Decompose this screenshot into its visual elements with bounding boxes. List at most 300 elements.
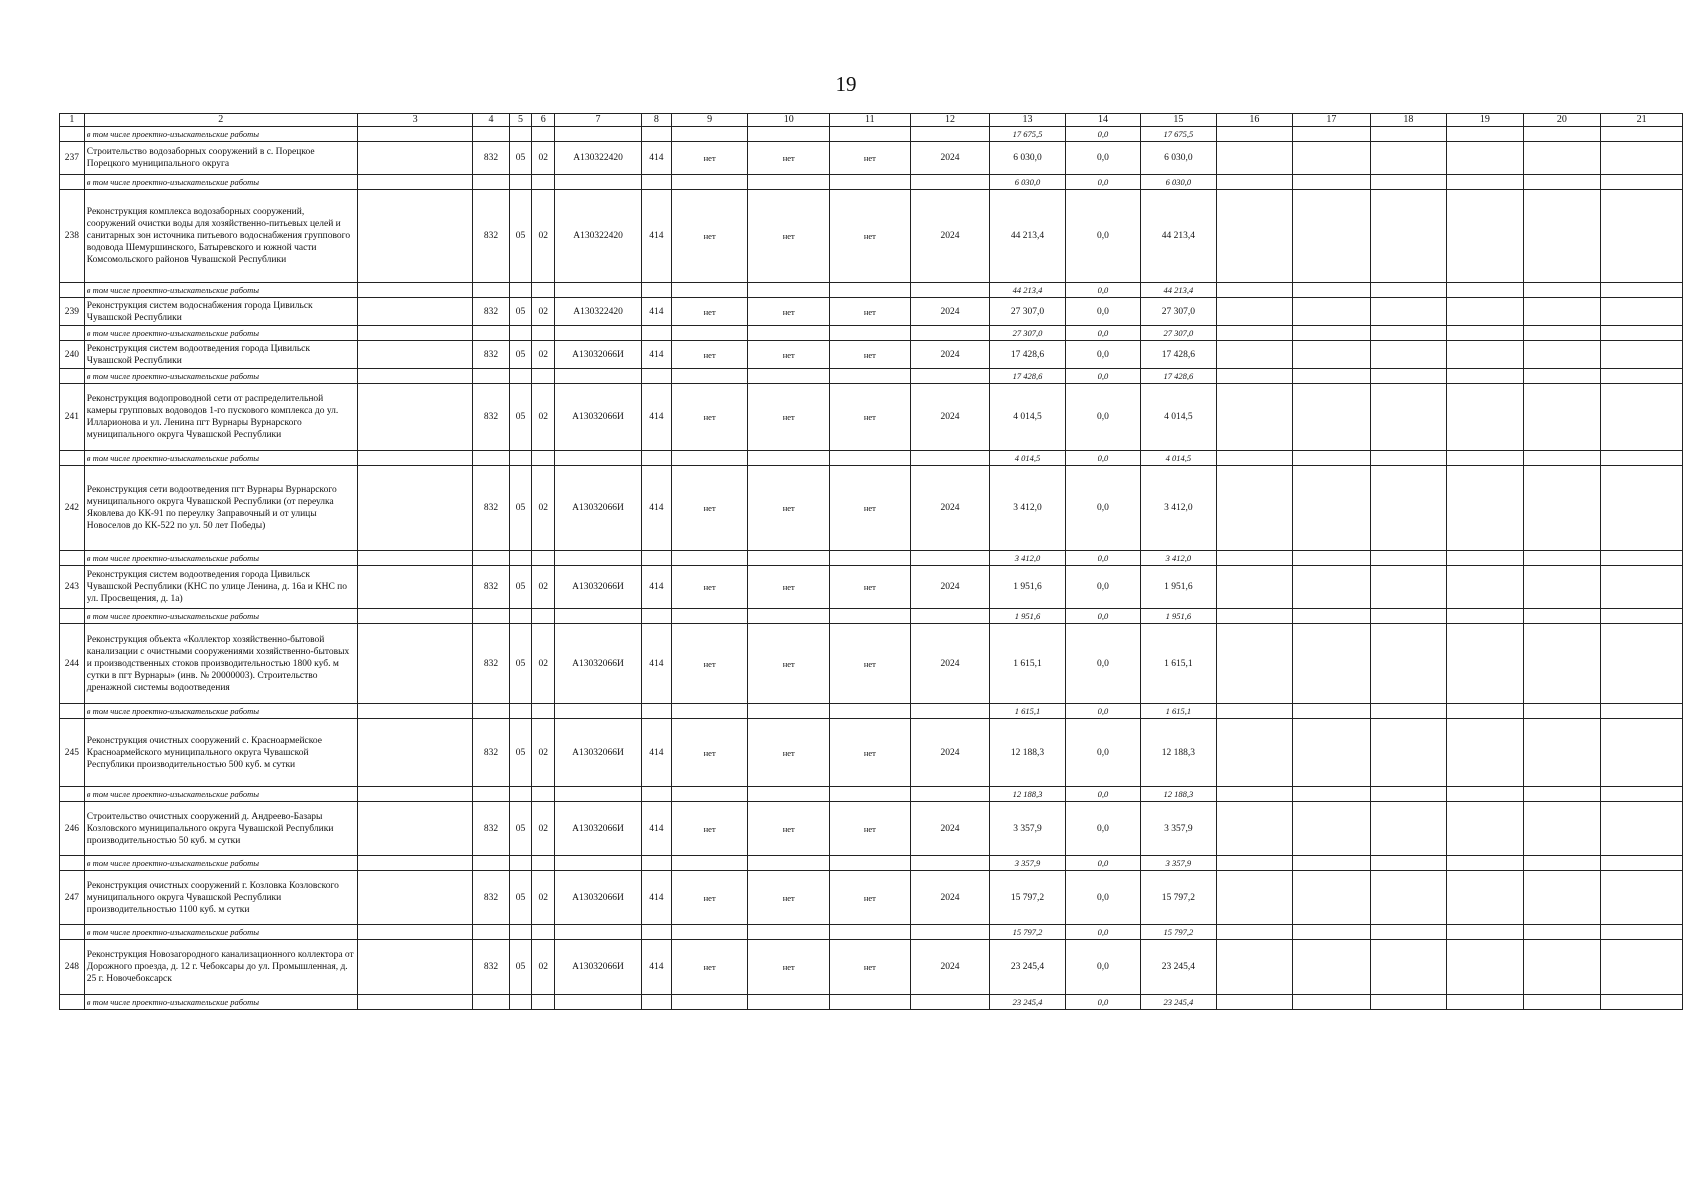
col11-cell: нет	[830, 566, 911, 609]
table-row	[60, 190, 1683, 283]
row-number: 242	[60, 466, 85, 551]
object-name: Строительство водозаборных сооружений в с. Порецкое Порецкого муниципального округа	[84, 142, 357, 175]
col3-cell	[357, 624, 473, 704]
col18-cell	[1370, 298, 1446, 326]
header-cell: 16	[1216, 114, 1292, 127]
col13-cell: 3 412,0	[990, 466, 1065, 551]
col19-cell	[1447, 566, 1523, 609]
col4-cell: 832	[473, 566, 509, 609]
subrow-label: в том числе проектно-изыскательские работы	[84, 283, 357, 298]
col6-cell: 02	[532, 802, 555, 856]
col20-cell	[1523, 940, 1601, 995]
row-number: 239	[60, 298, 85, 326]
subrow-col13: 1 951,6	[990, 609, 1065, 624]
col13-cell: 1 615,1	[990, 624, 1065, 704]
col10-cell: нет	[748, 719, 830, 787]
col20-cell	[1523, 719, 1601, 787]
subrow-col13: 1 615,1	[990, 704, 1065, 719]
col7-cell: А130322420	[555, 142, 642, 175]
subrow-label: в том числе проектно-изыскательские работы	[84, 369, 357, 384]
subrow-label: в том числе проектно-изыскательские работы	[84, 127, 357, 142]
col19-cell	[1447, 142, 1523, 175]
header-cell: 8	[641, 114, 671, 127]
row-number: 238	[60, 190, 85, 283]
subrow-label: в том числе проектно-изыскательские работы	[84, 175, 357, 190]
col20-cell	[1523, 466, 1601, 551]
page-number: 19	[835, 72, 857, 96]
row-number: 237	[60, 142, 85, 175]
col17-cell	[1293, 466, 1371, 551]
object-name: Реконструкция Новозагородного канализационного коллектора от Дорожного проезда, д. 12 г. Чебоксары до ул. Промышленная, д. 25 г. Новочебоксарск	[84, 940, 357, 995]
col6-cell: 02	[532, 384, 555, 451]
col14-cell: 0,0	[1065, 190, 1140, 283]
object-name: Строительство очистных сооружений д. Андреево-Базары Козловского муниципального округа Чувашской Республики производительностью 50 куб. м сутки	[84, 802, 357, 856]
col5-cell: 05	[509, 298, 532, 326]
col15-cell: 1 615,1	[1141, 624, 1216, 704]
col12-cell: 2024	[910, 341, 990, 369]
col14-cell: 0,0	[1065, 341, 1140, 369]
col8-cell: 414	[641, 341, 671, 369]
col5-cell: 05	[509, 624, 532, 704]
col3-cell	[357, 384, 473, 451]
col5-cell: 05	[509, 190, 532, 283]
col12-cell: 2024	[910, 624, 990, 704]
subrow-col14: 0,0	[1065, 551, 1140, 566]
col6-cell: 02	[532, 871, 555, 925]
col11-cell: нет	[830, 190, 911, 283]
header-cell: 1	[60, 114, 85, 127]
col21-cell	[1601, 466, 1683, 551]
col13-cell: 15 797,2	[990, 871, 1065, 925]
col19-cell	[1447, 190, 1523, 283]
col21-cell	[1601, 142, 1683, 175]
col6-cell: 02	[532, 466, 555, 551]
subrow-col14: 0,0	[1065, 856, 1140, 871]
col3-cell	[357, 871, 473, 925]
investment-table	[59, 113, 1683, 1010]
subrow-col14: 0,0	[1065, 369, 1140, 384]
subrow-col14: 0,0	[1065, 283, 1140, 298]
col16-cell	[1216, 719, 1292, 787]
header-cell: 18	[1370, 114, 1446, 127]
table-row	[60, 341, 1683, 369]
col14-cell: 0,0	[1065, 719, 1140, 787]
object-name: Реконструкция объекта «Коллектор хозяйственно-бытовой канализации с очистными сооружениями хозяйственно-бытовых и производственных стоков производительностью 1800 куб. м сутки в пгт Вурнары» (инв. № 20000003). Строительство дренажной системы водоотведения	[84, 624, 357, 704]
subrow-label: в том числе проектно-изыскательские работы	[84, 551, 357, 566]
col18-cell	[1370, 871, 1446, 925]
subrow-design-works	[60, 995, 1683, 1010]
col18-cell	[1370, 190, 1446, 283]
col7-cell: А130322420	[555, 298, 642, 326]
subrow-col14: 0,0	[1065, 175, 1140, 190]
col14-cell: 0,0	[1065, 566, 1140, 609]
row-number: 243	[60, 566, 85, 609]
col6-cell: 02	[532, 190, 555, 283]
col14-cell: 0,0	[1065, 384, 1140, 451]
col18-cell	[1370, 719, 1446, 787]
col16-cell	[1216, 190, 1292, 283]
col9-cell: нет	[671, 719, 747, 787]
object-name: Реконструкция систем водоотведения города Цивильск Чувашской Республики	[84, 341, 357, 369]
subrow-col15: 3 357,9	[1141, 856, 1216, 871]
header-cell: 20	[1523, 114, 1601, 127]
subrow-label: в том числе проектно-изыскательские работы	[84, 925, 357, 940]
header-cell: 3	[357, 114, 473, 127]
subrow-col13: 3 357,9	[990, 856, 1065, 871]
row-number: 248	[60, 940, 85, 995]
col20-cell	[1523, 802, 1601, 856]
col12-cell: 2024	[910, 298, 990, 326]
subrow-design-works	[60, 704, 1683, 719]
subrow-col14: 0,0	[1065, 787, 1140, 802]
col11-cell: нет	[830, 719, 911, 787]
col19-cell	[1447, 341, 1523, 369]
col5-cell: 05	[509, 940, 532, 995]
col17-cell	[1293, 190, 1371, 283]
col11-cell: нет	[830, 624, 911, 704]
col6-cell: 02	[532, 142, 555, 175]
subrow-col13: 3 412,0	[990, 551, 1065, 566]
col13-cell: 4 014,5	[990, 384, 1065, 451]
subrow-col13: 15 797,2	[990, 925, 1065, 940]
col7-cell: А13032066И	[555, 871, 642, 925]
col15-cell: 17 428,6	[1141, 341, 1216, 369]
col6-cell: 02	[532, 624, 555, 704]
subrow-col13: 44 213,4	[990, 283, 1065, 298]
col9-cell: нет	[671, 871, 747, 925]
col17-cell	[1293, 142, 1371, 175]
col17-cell	[1293, 384, 1371, 451]
col19-cell	[1447, 384, 1523, 451]
col11-cell: нет	[830, 298, 911, 326]
col16-cell	[1216, 940, 1292, 995]
subrow-col15: 44 213,4	[1141, 283, 1216, 298]
col10-cell: нет	[748, 384, 830, 451]
col15-cell: 4 014,5	[1141, 384, 1216, 451]
header-cell: 12	[910, 114, 990, 127]
col10-cell: нет	[748, 298, 830, 326]
col13-cell: 1 951,6	[990, 566, 1065, 609]
table-row	[60, 384, 1683, 451]
row-number: 246	[60, 802, 85, 856]
col11-cell: нет	[830, 466, 911, 551]
col11-cell: нет	[830, 940, 911, 995]
col16-cell	[1216, 384, 1292, 451]
col19-cell	[1447, 466, 1523, 551]
col15-cell: 27 307,0	[1141, 298, 1216, 326]
subrow-col13: 12 188,3	[990, 787, 1065, 802]
subrow-col15: 17 675,5	[1141, 127, 1216, 142]
header-cell: 21	[1601, 114, 1683, 127]
col8-cell: 414	[641, 719, 671, 787]
col21-cell	[1601, 624, 1683, 704]
table-row	[60, 566, 1683, 609]
col4-cell: 832	[473, 719, 509, 787]
subrow-design-works	[60, 283, 1683, 298]
col21-cell	[1601, 802, 1683, 856]
col4-cell: 832	[473, 624, 509, 704]
col21-cell	[1601, 190, 1683, 283]
col4-cell: 832	[473, 298, 509, 326]
object-name: Реконструкция водопроводной сети от распределительной камеры групповых водоводов 1-го пускового комплекса до ул. Илларионова и ул. Ленина пгт Вурнары Вурнарского муниципального округа Чувашской Республики	[84, 384, 357, 451]
col20-cell	[1523, 871, 1601, 925]
col3-cell	[357, 940, 473, 995]
col13-cell: 17 428,6	[990, 341, 1065, 369]
col21-cell	[1601, 566, 1683, 609]
col9-cell: нет	[671, 298, 747, 326]
object-name: Реконструкция комплекса водозаборных сооружений, сооружений очистки воды для хозяйственно-питьевых целей и санитарных зон источника питьевого водоснабжения группового водовода Шемуршинского, Батыревского и южной части Комсомольского районов Чувашской Республики	[84, 190, 357, 283]
col18-cell	[1370, 142, 1446, 175]
col5-cell: 05	[509, 142, 532, 175]
col6-cell: 02	[532, 298, 555, 326]
col8-cell: 414	[641, 940, 671, 995]
col3-cell	[357, 190, 473, 283]
col16-cell	[1216, 802, 1292, 856]
col10-cell: нет	[748, 466, 830, 551]
col17-cell	[1293, 341, 1371, 369]
row-number: 245	[60, 719, 85, 787]
subrow-col15: 1 951,6	[1141, 609, 1216, 624]
table-row	[60, 466, 1683, 551]
col7-cell: А13032066И	[555, 466, 642, 551]
subrow-label: в том числе проектно-изыскательские работы	[84, 787, 357, 802]
col5-cell: 05	[509, 341, 532, 369]
col9-cell: нет	[671, 142, 747, 175]
col4-cell: 832	[473, 802, 509, 856]
subrow-design-works	[60, 175, 1683, 190]
col16-cell	[1216, 566, 1292, 609]
col9-cell: нет	[671, 566, 747, 609]
col15-cell: 1 951,6	[1141, 566, 1216, 609]
col15-cell: 23 245,4	[1141, 940, 1216, 995]
col8-cell: 414	[641, 566, 671, 609]
col3-cell	[357, 802, 473, 856]
header-cell: 2	[84, 114, 357, 127]
subrow-col13: 27 307,0	[990, 326, 1065, 341]
subrow-col15: 3 412,0	[1141, 551, 1216, 566]
col8-cell: 414	[641, 190, 671, 283]
col17-cell	[1293, 719, 1371, 787]
col5-cell: 05	[509, 871, 532, 925]
subrow-col15: 23 245,4	[1141, 995, 1216, 1010]
subrow-col15: 4 014,5	[1141, 451, 1216, 466]
col12-cell: 2024	[910, 384, 990, 451]
table-row	[60, 142, 1683, 175]
table-row	[60, 940, 1683, 995]
col18-cell	[1370, 384, 1446, 451]
col13-cell: 12 188,3	[990, 719, 1065, 787]
col21-cell	[1601, 341, 1683, 369]
subrow-design-works	[60, 326, 1683, 341]
col17-cell	[1293, 940, 1371, 995]
col17-cell	[1293, 871, 1371, 925]
col4-cell: 832	[473, 190, 509, 283]
header-cell: 17	[1293, 114, 1371, 127]
col21-cell	[1601, 384, 1683, 451]
col3-cell	[357, 298, 473, 326]
table-row	[60, 298, 1683, 326]
col12-cell: 2024	[910, 466, 990, 551]
subrow-col14: 0,0	[1065, 326, 1140, 341]
subrow-design-works	[60, 856, 1683, 871]
col9-cell: нет	[671, 940, 747, 995]
col3-cell	[357, 142, 473, 175]
col4-cell: 832	[473, 940, 509, 995]
header-cell: 15	[1141, 114, 1216, 127]
col12-cell: 2024	[910, 142, 990, 175]
col13-cell: 23 245,4	[990, 940, 1065, 995]
col9-cell: нет	[671, 190, 747, 283]
col10-cell: нет	[748, 871, 830, 925]
col20-cell	[1523, 384, 1601, 451]
col12-cell: 2024	[910, 719, 990, 787]
header-row	[60, 114, 1683, 127]
col9-cell: нет	[671, 466, 747, 551]
col12-cell: 2024	[910, 190, 990, 283]
col14-cell: 0,0	[1065, 466, 1140, 551]
subrow-label: в том числе проектно-изыскательские работы	[84, 704, 357, 719]
row-number: 241	[60, 384, 85, 451]
col13-cell: 27 307,0	[990, 298, 1065, 326]
subrow-design-works	[60, 925, 1683, 940]
col13-cell: 44 213,4	[990, 190, 1065, 283]
col21-cell	[1601, 298, 1683, 326]
subrow-design-works	[60, 609, 1683, 624]
col16-cell	[1216, 341, 1292, 369]
header-cell: 5	[509, 114, 532, 127]
col8-cell: 414	[641, 298, 671, 326]
col16-cell	[1216, 142, 1292, 175]
col19-cell	[1447, 719, 1523, 787]
col7-cell: А13032066И	[555, 802, 642, 856]
col4-cell: 832	[473, 871, 509, 925]
col9-cell: нет	[671, 341, 747, 369]
col8-cell: 414	[641, 871, 671, 925]
subrow-label: в том числе проектно-изыскательские работы	[84, 995, 357, 1010]
col4-cell: 832	[473, 341, 509, 369]
col3-cell	[357, 466, 473, 551]
col16-cell	[1216, 298, 1292, 326]
col10-cell: нет	[748, 341, 830, 369]
col20-cell	[1523, 624, 1601, 704]
subrow-col13: 6 030,0	[990, 175, 1065, 190]
col7-cell: А13032066И	[555, 566, 642, 609]
col7-cell: А13032066И	[555, 624, 642, 704]
col5-cell: 05	[509, 719, 532, 787]
col14-cell: 0,0	[1065, 298, 1140, 326]
object-name: Реконструкция очистных сооружений с. Красноармейское Красноармейского муниципального округа Чувашской Республики производительностью 500 куб. м сутки	[84, 719, 357, 787]
col13-cell: 3 357,9	[990, 802, 1065, 856]
col11-cell: нет	[830, 871, 911, 925]
col9-cell: нет	[671, 624, 747, 704]
col19-cell	[1447, 802, 1523, 856]
col17-cell	[1293, 802, 1371, 856]
subrow-label: в том числе проектно-изыскательские работы	[84, 609, 357, 624]
col5-cell: 05	[509, 802, 532, 856]
col5-cell: 05	[509, 566, 532, 609]
col6-cell: 02	[532, 940, 555, 995]
col18-cell	[1370, 940, 1446, 995]
col18-cell	[1370, 624, 1446, 704]
subrow-col13: 17 675,5	[990, 127, 1065, 142]
subrow-label: в том числе проектно-изыскательские работы	[84, 326, 357, 341]
col9-cell: нет	[671, 802, 747, 856]
col21-cell	[1601, 940, 1683, 995]
col8-cell: 414	[641, 624, 671, 704]
col19-cell	[1447, 624, 1523, 704]
col17-cell	[1293, 298, 1371, 326]
col7-cell: А13032066И	[555, 384, 642, 451]
col18-cell	[1370, 802, 1446, 856]
row-number: 247	[60, 871, 85, 925]
col16-cell	[1216, 624, 1292, 704]
col8-cell: 414	[641, 802, 671, 856]
col14-cell: 0,0	[1065, 142, 1140, 175]
subrow-design-works	[60, 551, 1683, 566]
col12-cell: 2024	[910, 940, 990, 995]
col13-cell: 6 030,0	[990, 142, 1065, 175]
col14-cell: 0,0	[1065, 940, 1140, 995]
subrow-col14: 0,0	[1065, 995, 1140, 1010]
col8-cell: 414	[641, 384, 671, 451]
col10-cell: нет	[748, 566, 830, 609]
object-name: Реконструкция систем водоотведения города Цивильск Чувашской Республики (КНС по улице Ленина, д. 16а и КНС по ул. Просвещения, д. 1а)	[84, 566, 357, 609]
col15-cell: 3 412,0	[1141, 466, 1216, 551]
col18-cell	[1370, 566, 1446, 609]
col16-cell	[1216, 466, 1292, 551]
col11-cell: нет	[830, 341, 911, 369]
col10-cell: нет	[748, 142, 830, 175]
col18-cell	[1370, 341, 1446, 369]
col15-cell: 3 357,9	[1141, 802, 1216, 856]
subrow-design-works	[60, 451, 1683, 466]
col16-cell	[1216, 871, 1292, 925]
subrow-design-works	[60, 787, 1683, 802]
subrow-col13: 23 245,4	[990, 995, 1065, 1010]
header-cell: 10	[748, 114, 830, 127]
header-cell: 7	[555, 114, 642, 127]
col8-cell: 414	[641, 142, 671, 175]
header-cell: 4	[473, 114, 509, 127]
subrow-col15: 15 797,2	[1141, 925, 1216, 940]
col6-cell: 02	[532, 566, 555, 609]
col20-cell	[1523, 566, 1601, 609]
subrow-col15: 12 188,3	[1141, 787, 1216, 802]
col11-cell: нет	[830, 142, 911, 175]
col3-cell	[357, 341, 473, 369]
header-cell: 9	[671, 114, 747, 127]
subrow-col14: 0,0	[1065, 609, 1140, 624]
col14-cell: 0,0	[1065, 624, 1140, 704]
header-cell: 11	[830, 114, 911, 127]
subrow-col13: 4 014,5	[990, 451, 1065, 466]
col3-cell	[357, 719, 473, 787]
col4-cell: 832	[473, 466, 509, 551]
col15-cell: 15 797,2	[1141, 871, 1216, 925]
subrow-col15: 6 030,0	[1141, 175, 1216, 190]
col4-cell: 832	[473, 384, 509, 451]
col5-cell: 05	[509, 384, 532, 451]
col6-cell: 02	[532, 341, 555, 369]
subrow-col15: 1 615,1	[1141, 704, 1216, 719]
col21-cell	[1601, 871, 1683, 925]
subrow-label: в том числе проектно-изыскательские работы	[84, 451, 357, 466]
subrow-col15: 17 428,6	[1141, 369, 1216, 384]
object-name: Реконструкция систем водоснабжения города Цивильск Чувашской Республики	[84, 298, 357, 326]
col7-cell: А13032066И	[555, 719, 642, 787]
subrow-col14: 0,0	[1065, 127, 1140, 142]
col10-cell: нет	[748, 190, 830, 283]
